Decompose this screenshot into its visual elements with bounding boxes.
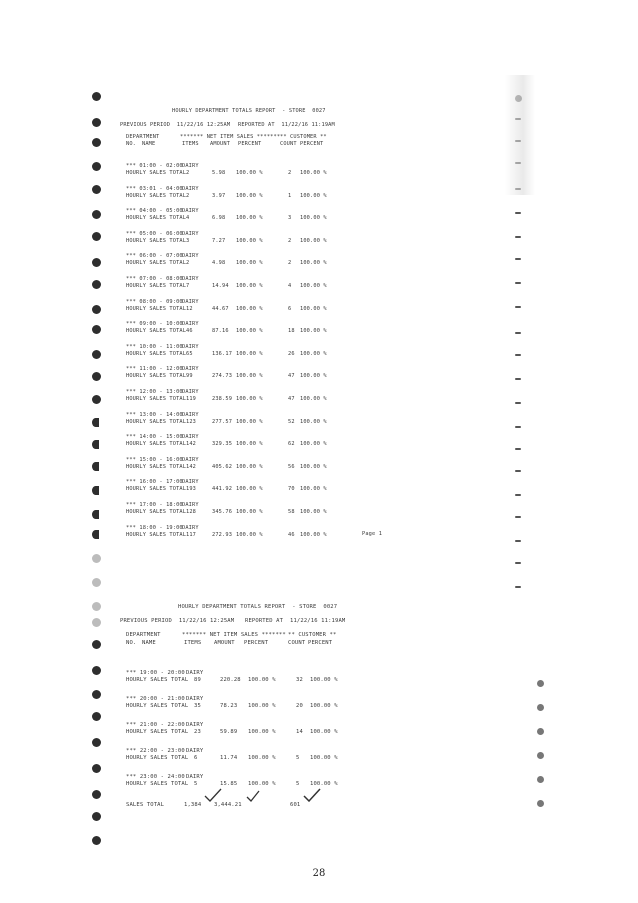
row-percent: 100.00 % [248,781,276,787]
row-time-range: *** 06:00 - 07:00 [126,253,183,260]
row-time-range: *** 09:00 - 10:00 [126,321,183,328]
punch-hole [92,812,101,821]
row-count: 14 [296,729,303,735]
row-percent: 100.00 % [236,531,263,538]
header-items: ITEMS [182,141,199,147]
header-no: NO. [126,640,137,646]
row-items: 2 [186,260,190,267]
row-count: 70 [288,486,295,493]
row-amount: 272.93 [212,531,233,538]
check-mark-icon [204,788,222,802]
grand-total-count: 601 [290,802,301,808]
row-customer-percent: 100.00 % [300,463,327,470]
row-customer-percent: 100.00 % [300,215,327,222]
row-percent: 100.00 % [236,463,263,470]
row-count: 20 [296,703,303,709]
row-amount: 5.98 [212,170,226,176]
row-customer-percent: 100.00 % [300,305,327,312]
row-percent: 100.00 % [236,441,263,448]
row-items: 99 [186,373,193,380]
header-department: DEPARTMENT [126,134,160,140]
row-amount: 220.28 [220,677,241,683]
row-percent: 100.00 % [236,418,263,425]
punch-hole [92,350,101,359]
punch-hole [92,372,101,381]
row-amount: 3.97 [212,192,226,199]
punch-hole [92,92,101,101]
row-amount: 405.62 [212,463,233,470]
punch-hole [515,332,521,334]
left-tractor-holes [92,0,112,903]
row-total-label: HOURLY SALES TOTAL [126,283,187,289]
row-count: 46 [288,531,295,538]
row-amount: 136.17 [212,350,233,357]
punch-hole [92,618,101,627]
row-count: 6 [288,305,292,312]
punch-hole [92,640,101,649]
punch-hole [92,162,101,171]
punch-hole [92,395,101,404]
header-count: COUNT [288,640,306,646]
previous-period: PREVIOUS PERIOD 11/22/16 12:25AM [120,618,235,624]
header-customer: ** CUSTOMER ** [288,632,337,638]
punch-hole [92,530,99,539]
row-percent: 100.00 % [236,237,263,244]
punch-hole [92,325,101,334]
punch-hole [92,462,99,471]
punch-hole [537,728,544,735]
header-amount: AMOUNT [214,640,235,646]
punch-hole [92,305,101,314]
report-title: HOURLY DEPARTMENT TOTALS REPORT - STORE 0027 [172,108,326,114]
punch-hole [515,306,521,308]
row-items: 46 [186,328,193,335]
row-items: 6 [194,755,198,761]
row-total-label: HOURLY SALES TOTAL [126,703,189,709]
row-department: DAIRY [182,411,199,418]
punch-hole [515,354,521,356]
punch-hole [515,236,521,238]
row-time-range: *** 19:00 - 20:00 [126,670,185,676]
row-amount: 274.73 [212,373,233,380]
row-percent: 100.00 % [236,283,263,289]
punch-hole [92,666,101,675]
row-amount: 238.59 [212,396,233,402]
row-customer-percent: 100.00 % [300,170,327,176]
check-mark-icon [246,790,260,802]
row-percent: 100.00 % [236,260,263,267]
punch-hole [537,752,544,759]
row-customer-percent: 100.00 % [310,729,338,735]
row-time-range: *** 22:00 - 23:00 [126,748,185,754]
punch-hole [515,494,521,496]
row-department: DAIRY [186,670,204,676]
row-department: DAIRY [182,479,199,486]
row-count: 4 [288,283,292,289]
grand-total-amount: 3,444.21 [214,802,242,808]
punch-hole [92,185,101,194]
row-amount: 329.35 [212,441,233,448]
header-name: NAME [142,141,156,147]
row-total-label: HOURLY SALES TOTAL [126,729,189,735]
row-customer-percent: 100.00 % [300,486,327,493]
punch-hole [92,210,101,219]
row-time-range: *** 20:00 - 21:00 [126,696,185,702]
row-customer-percent: 100.00 % [300,328,327,335]
header-no: NO. [126,141,137,147]
page-label: Page 1 [362,531,383,537]
row-time-range: *** 10:00 - 11:00 [126,343,183,350]
row-customer-percent: 100.00 % [300,350,327,357]
punch-hole [515,540,521,542]
row-total-label: HOURLY SALES TOTAL [126,441,187,448]
punch-hole [92,836,101,845]
punch-hole [537,800,544,807]
row-department: DAIRY [182,298,199,305]
row-percent: 100.00 % [248,703,276,709]
row-percent: 100.00 % [236,350,263,357]
row-total-label: HOURLY SALES TOTAL [126,509,187,515]
row-time-range: *** 04:00 - 05:00 [126,208,183,215]
punch-hole [537,776,544,783]
header-name: NAME [142,640,156,646]
row-percent: 100.00 % [236,215,263,222]
row-department: DAIRY [186,774,204,780]
punch-hole [515,562,521,564]
row-total-label: HOURLY SALES TOTAL [126,486,187,493]
row-items: 65 [186,350,193,357]
printout-page-2 [120,604,510,814]
row-customer-percent: 100.00 % [300,283,327,289]
row-amount: 59.89 [220,729,238,735]
row-items: 3 [186,237,190,244]
row-percent: 100.00 % [236,170,263,176]
punch-hole [515,448,521,450]
row-department: DAIRY [182,185,199,192]
row-customer-percent: 100.00 % [300,260,327,267]
punch-hole [92,690,101,699]
row-total-label: HOURLY SALES TOTAL [126,350,187,357]
punch-hole [92,138,101,147]
row-items: 2 [186,192,190,199]
row-items: 12 [186,305,193,312]
row-amount: 15.85 [220,781,238,787]
punch-hole [515,282,521,284]
row-department: DAIRY [182,163,199,169]
row-customer-percent: 100.00 % [310,703,338,709]
row-time-range: *** 07:00 - 08:00 [126,276,183,282]
header-department: DEPARTMENT [126,632,161,638]
row-percent: 100.00 % [236,373,263,380]
row-department: DAIRY [182,502,199,508]
row-department: DAIRY [182,321,199,328]
row-total-label: HOURLY SALES TOTAL [126,418,187,425]
row-items: 193 [186,486,197,493]
row-count: 5 [296,781,300,787]
row-amount: 6.98 [212,215,226,222]
row-items: 142 [186,463,197,470]
punch-hole [92,440,99,449]
header-customer-percent: PERCENT [308,640,333,646]
row-department: DAIRY [186,722,204,728]
row-total-label: HOURLY SALES TOTAL [126,373,187,380]
row-time-range: *** 17:00 - 18:00 [126,502,183,508]
row-count: 18 [288,328,295,335]
punch-hole [92,764,101,773]
page-number: 28 [312,868,326,879]
row-department: DAIRY [182,208,199,215]
row-customer-percent: 100.00 % [300,237,327,244]
row-items: 117 [186,531,197,538]
check-mark-icon [303,788,321,802]
row-items: 4 [186,215,190,222]
row-count: 2 [288,237,292,244]
header-net-item-sales: ******* NET ITEM SALES ******* [180,134,281,140]
row-amount: 7.27 [212,237,226,244]
row-total-label: HOURLY SALES TOTAL [126,237,187,244]
row-amount: 14.94 [212,283,229,289]
row-time-range: *** 21:00 - 22:00 [126,722,185,728]
row-customer-percent: 100.00 % [310,677,338,683]
punch-hole [92,232,101,241]
row-count: 56 [288,463,295,470]
previous-period: PREVIOUS PERIOD 11/22/16 12:25AM [120,122,231,128]
header-percent: PERCENT [238,141,262,147]
punch-hole [92,554,101,563]
grand-total-label: SALES TOTAL [126,802,165,808]
row-total-label: HOURLY SALES TOTAL [126,328,187,335]
row-department: DAIRY [182,366,199,373]
row-percent: 100.00 % [248,755,276,761]
row-total-label: HOURLY SALES TOTAL [126,215,187,222]
row-department: DAIRY [182,524,199,531]
row-items: 35 [194,703,201,709]
row-amount: 441.92 [212,486,233,493]
punch-hole [537,704,544,711]
row-time-range: *** 14:00 - 15:00 [126,434,183,441]
row-customer-percent: 100.00 % [300,373,327,380]
header-items: ITEMS [184,640,202,646]
row-count: 2 [288,260,292,267]
row-percent: 100.00 % [236,305,263,312]
grand-total-items: 1,384 [184,802,202,808]
row-amount: 4.98 [212,260,226,267]
row-total-label: HOURLY SALES TOTAL [126,260,187,267]
row-amount: 44.67 [212,305,229,312]
row-total-label: HOURLY SALES TOTAL [126,170,187,176]
row-items: 89 [194,677,201,683]
row-total-label: HOURLY SALES TOTAL [126,192,187,199]
row-customer-percent: 100.00 % [310,781,338,787]
row-items: 2 [186,170,190,176]
header-amount: AMOUNT [210,141,231,147]
punch-hole [515,212,521,214]
punch-hole [515,470,521,472]
punch-hole [515,378,521,380]
row-count: 1 [288,192,292,199]
row-department: DAIRY [182,253,199,260]
row-time-range: *** 16:00 - 17:00 [126,479,183,486]
row-total-label: HOURLY SALES TOTAL [126,677,189,683]
row-count: 2 [288,170,292,176]
printout-page-1 [120,108,510,548]
row-percent: 100.00 % [236,509,263,515]
row-customer-percent: 100.00 % [300,192,327,199]
punch-hole [515,258,521,260]
reported-at: REPORTED AT 11/22/16 11:19AM [238,122,335,128]
punch-hole [515,402,521,404]
punch-hole [92,602,101,611]
row-percent: 100.00 % [236,486,263,493]
row-department: DAIRY [186,748,204,754]
row-customer-percent: 100.00 % [300,531,327,538]
reported-at: REPORTED AT 11/22/16 11:19AM [245,618,346,624]
punch-hole [92,712,101,721]
row-amount: 345.76 [212,509,233,515]
punch-hole [515,516,521,518]
punch-hole [92,486,99,495]
row-total-label: HOURLY SALES TOTAL [126,463,187,470]
row-time-range: *** 03:01 - 04:00 [126,185,183,192]
row-percent: 100.00 % [236,328,263,335]
row-items: 128 [186,509,197,515]
punch-hole [515,426,521,428]
row-percent: 100.00 % [248,677,276,683]
row-amount: 11.74 [220,755,238,761]
punch-hole [92,510,99,519]
punch-hole [537,680,544,687]
row-time-range: *** 13:00 - 14:00 [126,411,183,418]
punch-hole [92,258,101,267]
row-time-range: *** 11:00 - 12:00 [126,366,183,373]
row-customer-percent: 100.00 % [300,418,327,425]
row-items: 23 [194,729,201,735]
row-amount: 78.23 [220,703,238,709]
row-count: 52 [288,418,295,425]
row-customer-percent: 100.00 % [300,441,327,448]
row-count: 32 [296,677,303,683]
punch-hole [92,738,101,747]
row-department: DAIRY [182,434,199,441]
row-total-label: HOURLY SALES TOTAL [126,781,189,787]
row-time-range: *** 15:00 - 16:00 [126,456,183,463]
row-items: 142 [186,441,197,448]
row-customer-percent: 100.00 % [300,509,327,515]
row-count: 58 [288,509,295,515]
row-count: 62 [288,441,295,448]
row-count: 47 [288,373,295,380]
row-count: 3 [288,215,292,222]
row-time-range: *** 01:00 - 02:00 [126,163,183,169]
row-department: DAIRY [182,230,199,237]
punch-hole [515,586,521,588]
header-percent: PERCENT [244,640,269,646]
row-total-label: HOURLY SALES TOTAL [126,755,189,761]
row-department: DAIRY [182,389,199,395]
header-count: COUNT [280,141,297,147]
row-total-label: HOURLY SALES TOTAL [126,305,187,312]
row-total-label: HOURLY SALES TOTAL [126,396,187,402]
row-department: DAIRY [182,456,199,463]
row-time-range: *** 18:00 - 19:00 [126,524,183,531]
row-items: 119 [186,396,197,402]
row-percent: 100.00 % [248,729,276,735]
row-time-range: *** 12:00 - 13:00 [126,389,183,395]
row-department: DAIRY [182,343,199,350]
punch-hole [92,118,101,127]
row-customer-percent: 100.00 % [300,396,327,402]
row-percent: 100.00 % [236,192,263,199]
punch-hole [92,418,99,427]
punch-hole [92,790,101,799]
row-department: DAIRY [186,696,204,702]
row-time-range: *** 05:00 - 06:00 [126,230,183,237]
row-time-range: *** 23:00 - 24:00 [126,774,185,780]
row-count: 5 [296,755,300,761]
row-items: 5 [194,781,198,787]
row-count: 26 [288,350,295,357]
row-count: 47 [288,396,295,402]
report-title: HOURLY DEPARTMENT TOTALS REPORT - STORE 0027 [178,604,338,610]
header-customer-percent: PERCENT [300,141,324,147]
row-percent: 100.00 % [236,396,263,402]
row-amount: 277.57 [212,418,233,425]
header-customer: ** CUSTOMER ** [280,134,327,140]
row-department: DAIRY [182,276,199,282]
punch-hole [92,280,101,289]
row-total-label: HOURLY SALES TOTAL [126,531,187,538]
row-items: 123 [186,418,197,425]
row-time-range: *** 08:00 - 09:00 [126,298,183,305]
punch-hole [92,578,101,587]
row-amount: 87.16 [212,328,229,335]
row-items: 7 [186,283,190,289]
header-net-item-sales: ******* NET ITEM SALES ******* [182,632,286,638]
row-customer-percent: 100.00 % [310,755,338,761]
